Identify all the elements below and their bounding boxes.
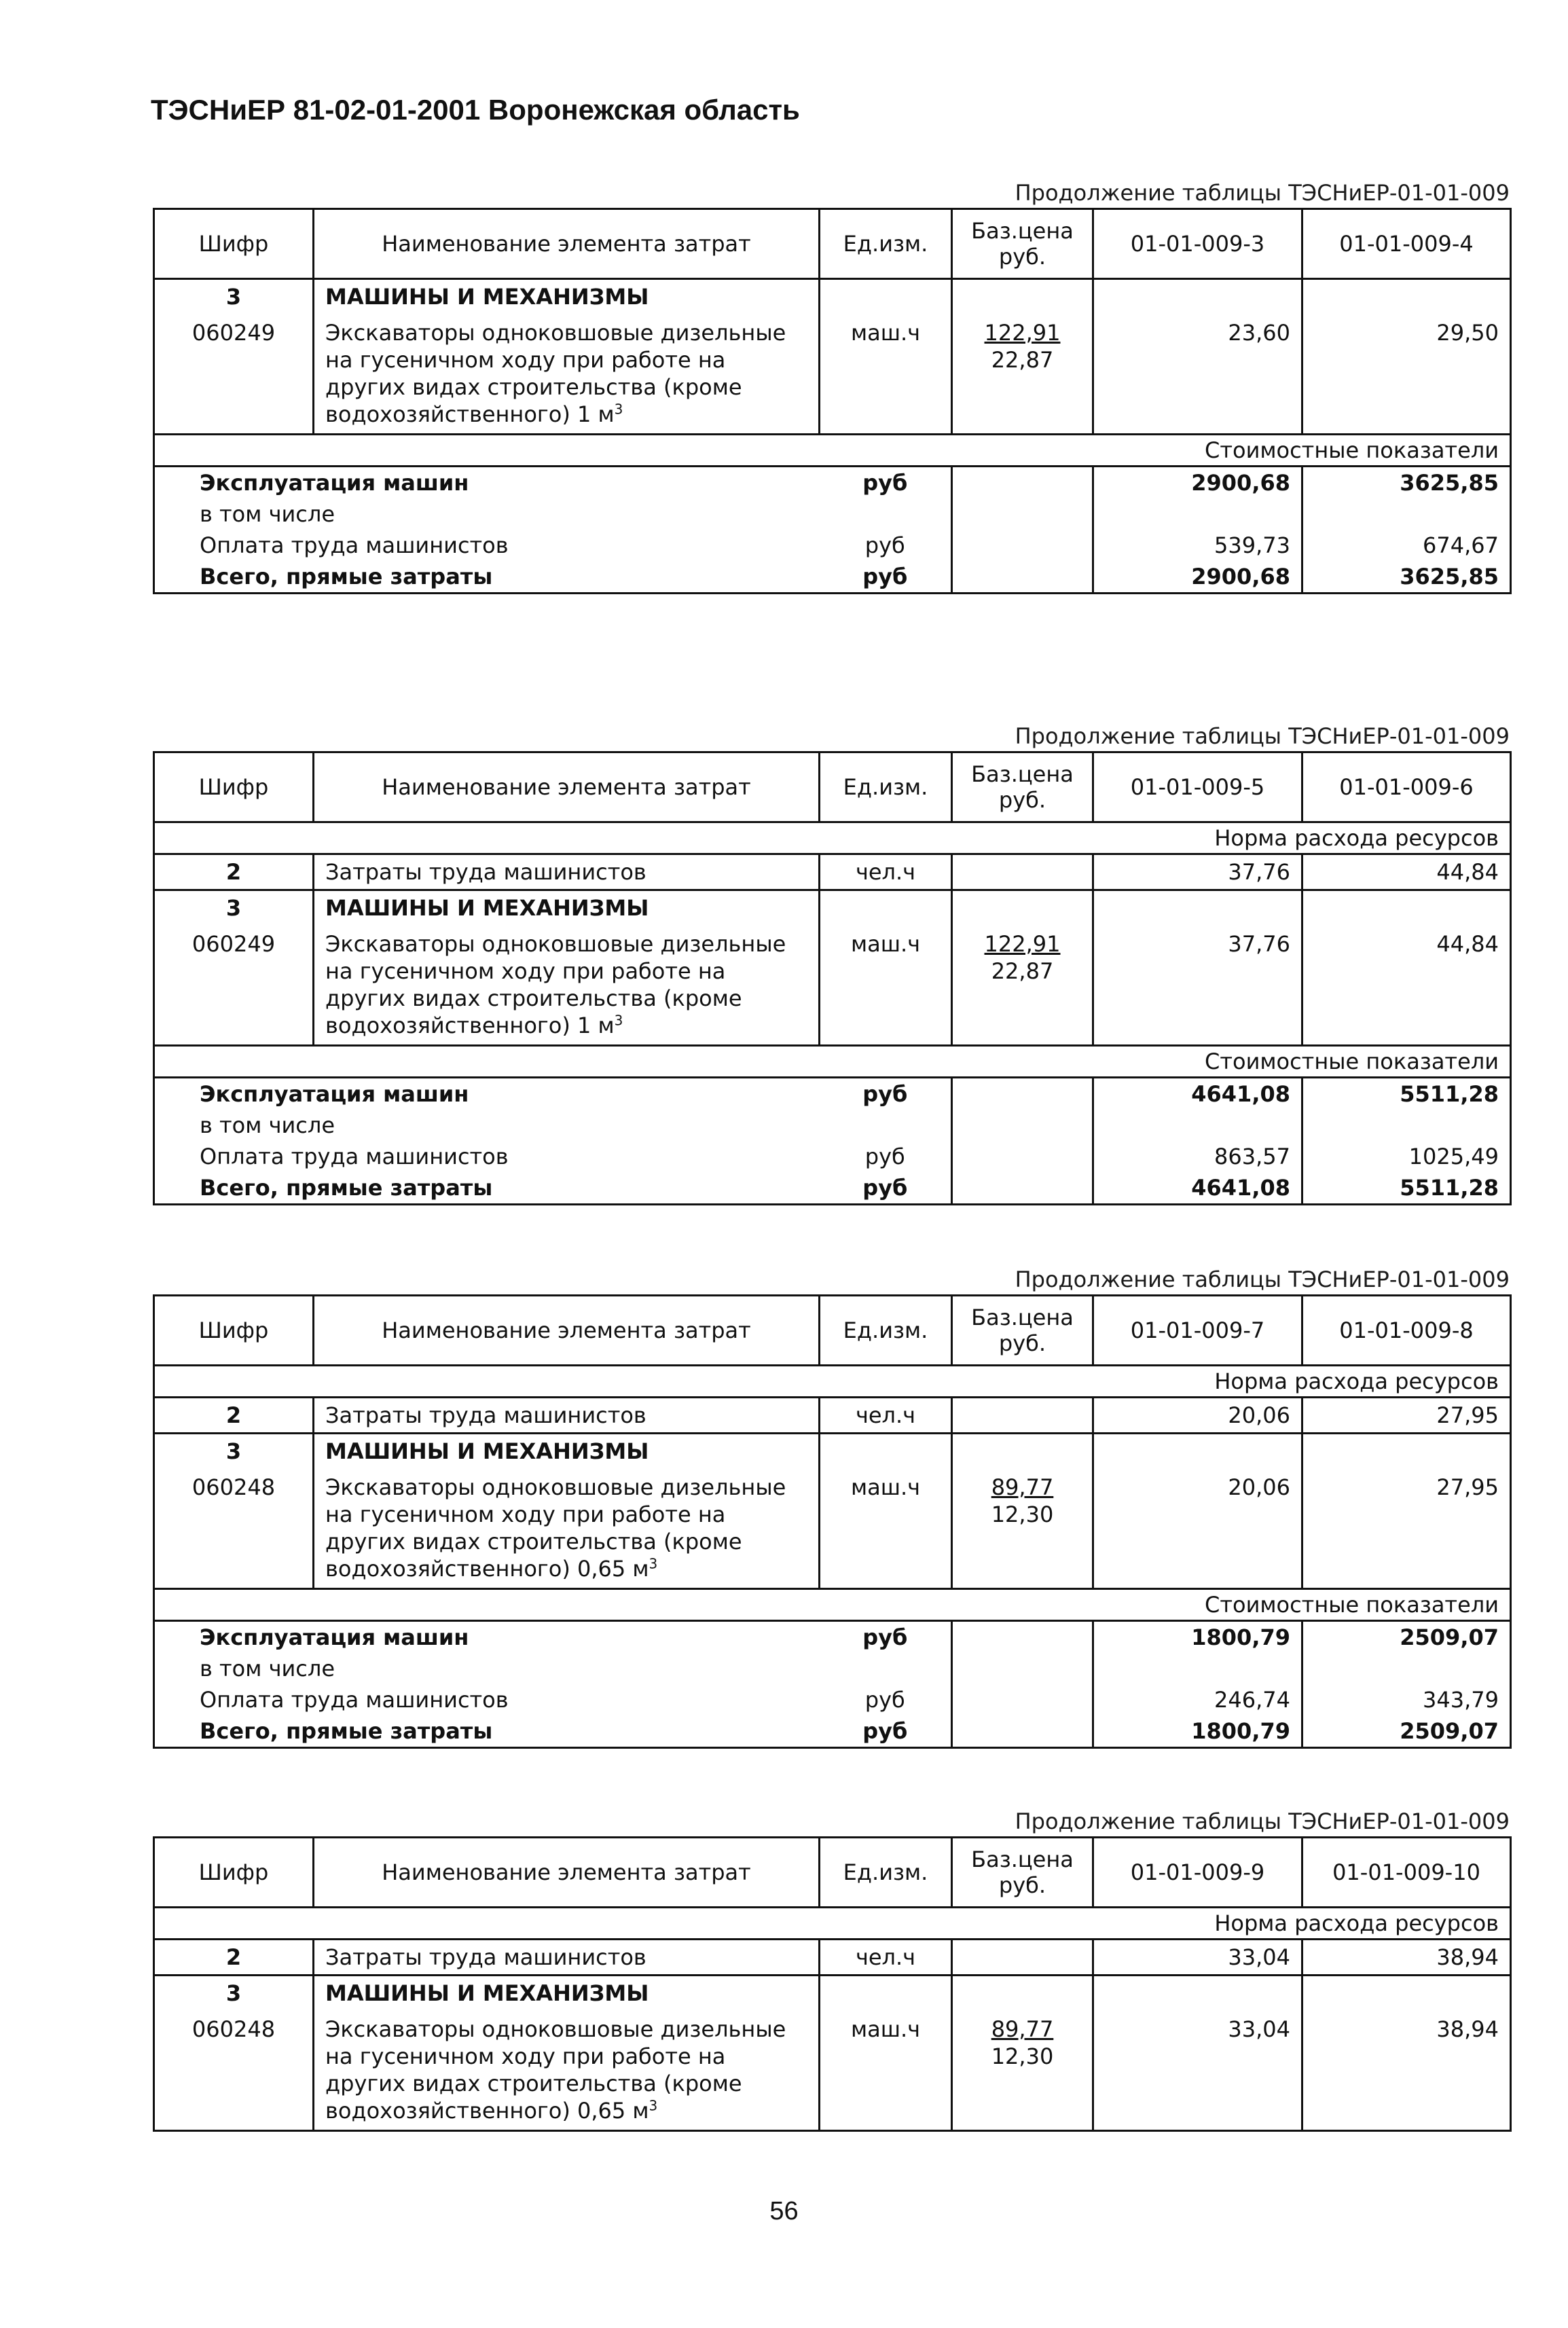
header-col-a: 01-01-009-7: [1093, 1296, 1302, 1366]
cell-c5: [1093, 1434, 1302, 1469]
labor-row: [154, 1398, 1511, 1434]
cost-unit: руб: [820, 561, 952, 594]
cost-unit: руб: [820, 1684, 952, 1715]
header-col-a: 01-01-009-3: [1093, 209, 1302, 279]
header-code: Шифр: [154, 1296, 314, 1366]
cell-c1: 3: [154, 279, 314, 314]
cost-val-a: 246,74: [1093, 1684, 1302, 1715]
cost-val-a: 2900,68: [1093, 467, 1302, 499]
header-col-b: 01-01-009-8: [1302, 1296, 1511, 1366]
header-col-a: 01-01-009-9: [1093, 1838, 1302, 1908]
cost-base-price: [952, 530, 1093, 561]
cost-row: [154, 1172, 1511, 1205]
machine-price-bottom: 12,30: [991, 1502, 1054, 1527]
cost-unit: [820, 1653, 952, 1684]
cell-c3: [820, 1434, 952, 1469]
cost-section-title: Стоимостные показатели: [154, 435, 1511, 467]
header-base-price-line1: Баз.цена: [971, 761, 1074, 787]
cell-c3: [820, 890, 952, 926]
header-name: Наименование элемента затрат: [314, 209, 820, 279]
cost-label: Оплата труда машинистов: [200, 1144, 509, 1169]
cost-label: Всего, прямые затраты: [154, 1172, 820, 1205]
cell-c5: 33,04: [1093, 1940, 1302, 1976]
cost-unit: руб: [820, 530, 952, 561]
cost-row: [154, 1653, 1511, 1684]
machine-price: [952, 314, 1093, 435]
machine-price: [952, 2010, 1093, 2131]
cell-c3: [820, 279, 952, 314]
table-caption: Продолжение таблицы ТЭСНиЕР-01-01-009: [1015, 180, 1510, 206]
cell-c5: 20,06: [1093, 1398, 1302, 1434]
machine-name-sup: 3: [649, 1555, 658, 1572]
cell-c1: 3: [154, 1434, 314, 1469]
header-base-price: [952, 1838, 1093, 1908]
table-caption: Продолжение таблицы ТЭСНиЕР-01-01-009: [1015, 1808, 1510, 1834]
cost-base-price: [952, 498, 1093, 530]
cost-row: [154, 1078, 1511, 1110]
cell-c5: [1093, 890, 1302, 926]
header-col-b: 01-01-009-6: [1302, 752, 1511, 822]
table-caption: Продолжение таблицы ТЭСНиЕР-01-01-009: [1015, 723, 1510, 749]
cell-c1: 2: [154, 1398, 314, 1434]
cost-val-a: [1093, 1653, 1302, 1684]
header-code: Шифр: [154, 752, 314, 822]
cell-c4: [952, 279, 1093, 314]
machine-price-top: 122,91: [984, 931, 1061, 957]
cell-c1: 3: [154, 1976, 314, 2011]
cost-base-price: [952, 1621, 1093, 1654]
norm-section-title: Норма расхода ресурсов: [154, 1366, 1511, 1398]
cell-c5: [1093, 1976, 1302, 2011]
machine-name-sup: 3: [614, 401, 623, 418]
cost-unit: руб: [820, 467, 952, 499]
header-base-price-line1: Баз.цена: [971, 1305, 1074, 1330]
cost-unit: руб: [820, 1715, 952, 1748]
machine-code: 060249: [154, 314, 314, 435]
cell-c5: [1093, 279, 1302, 314]
machine-val-a: 37,76: [1093, 925, 1302, 1046]
cell-c6: 38,94: [1302, 1940, 1511, 1976]
section-row: [154, 1976, 1511, 2011]
header-base-price: [952, 1296, 1093, 1366]
machine-price: [952, 925, 1093, 1046]
cell-c1: 2: [154, 1940, 314, 1976]
cost-row: [154, 561, 1511, 594]
cost-val-a: [1093, 498, 1302, 530]
machine-name-text: Экскаваторы одноковшовые дизельные на гусеничном ходу при работе на других видах строительства (кроме водохозяйственного) 0,65 м: [325, 1474, 786, 1582]
cost-row: [154, 1684, 1511, 1715]
table-header: [154, 209, 1511, 279]
header-col-b: 01-01-009-10: [1302, 1838, 1511, 1908]
norm-section-title: Норма расхода ресурсов: [154, 822, 1511, 854]
header-base-price-line2: руб.: [998, 1872, 1046, 1898]
header-base-price-line2: руб.: [998, 1330, 1046, 1356]
cost-base-price: [952, 1715, 1093, 1748]
machine-row: [154, 314, 1511, 435]
machine-unit: маш.ч: [820, 314, 952, 435]
cost-row: [154, 467, 1511, 499]
cell-c2: Затраты труда машинистов: [314, 1940, 820, 1976]
cell-c6: 27,95: [1302, 1398, 1511, 1434]
cell-c3: чел.ч: [820, 854, 952, 890]
header-col-a: 01-01-009-5: [1093, 752, 1302, 822]
cost-val-b: 1025,49: [1408, 1144, 1499, 1169]
cost-val-b: 5511,28: [1400, 1081, 1499, 1107]
norm-block: [153, 178, 1510, 594]
table-header: [154, 752, 1511, 822]
cost-unit: руб: [820, 1621, 952, 1654]
header-name: Наименование элемента затрат: [314, 1838, 820, 1908]
cell-c4: [952, 1398, 1093, 1434]
cell-c3: чел.ч: [820, 1398, 952, 1434]
cell-c2: МАШИНЫ И МЕХАНИЗМЫ: [314, 1434, 820, 1469]
machine-val-b: 44,84: [1436, 931, 1499, 957]
table-header: [154, 1296, 1511, 1366]
cost-label: Всего, прямые затраты: [154, 1715, 820, 1748]
machine-name: [314, 925, 820, 1046]
machine-code: 060248: [154, 2010, 314, 2131]
machine-price-bottom: 22,87: [991, 347, 1054, 373]
machine-val-b: 27,95: [1436, 1474, 1499, 1500]
header-base-price-line2: руб.: [998, 244, 1046, 270]
labor-row: [154, 854, 1511, 890]
norm-section-title: Норма расхода ресурсов: [154, 1908, 1511, 1940]
labor-row: [154, 1940, 1511, 1976]
document-title: ТЭСНиЕР 81-02-01-2001 Воронежская область: [151, 94, 800, 126]
machine-price-bottom: 22,87: [991, 958, 1054, 984]
header-unit: Ед.изм.: [820, 209, 952, 279]
machine-val-a: 23,60: [1093, 314, 1302, 435]
machine-price-top: 89,77: [991, 1474, 1054, 1500]
cost-row: [154, 1715, 1511, 1748]
header-unit: Ед.изм.: [820, 752, 952, 822]
cost-base-price: [952, 1141, 1093, 1172]
norm-table: [153, 1294, 1512, 1749]
norm-table: [153, 1836, 1512, 2132]
cost-section-title: Стоимостные показатели: [154, 1589, 1511, 1621]
machine-unit: маш.ч: [820, 925, 952, 1046]
header-code: Шифр: [154, 209, 314, 279]
cell-c6: [1302, 890, 1511, 926]
machine-name-text: Экскаваторы одноковшовые дизельные на гусеничном ходу при работе на других видах строительства (кроме водохозяйственного) 0,65 м: [325, 2016, 786, 2124]
cell-c4: [952, 890, 1093, 926]
page-number: 56: [769, 2197, 799, 2225]
machine-price-top: 89,77: [991, 2016, 1054, 2042]
cell-c2: МАШИНЫ И МЕХАНИЗМЫ: [314, 279, 820, 314]
cost-label: Оплата труда машинистов: [200, 532, 509, 558]
machine-name: [314, 314, 820, 435]
cost-base-price: [952, 1653, 1093, 1684]
cost-val-b: 3625,85: [1302, 561, 1511, 594]
norm-section-row: [154, 1366, 1511, 1398]
machine-val-b: 29,50: [1436, 320, 1499, 346]
cost-val-a: 863,57: [1093, 1141, 1302, 1172]
cost-base-price: [952, 1172, 1093, 1205]
machine-name-text: Экскаваторы одноковшовые дизельные на гусеничном ходу при работе на других видах строительства (кроме водохозяйственного) 1 м: [325, 931, 786, 1038]
machine-val-a: 33,04: [1093, 2010, 1302, 2131]
cost-label: в том числе: [200, 1656, 335, 1681]
header-unit: Ед.изм.: [820, 1296, 952, 1366]
cell-c1: 3: [154, 890, 314, 926]
cost-unit: [820, 1110, 952, 1141]
cost-row: [154, 530, 1511, 561]
norm-block: [153, 1806, 1510, 2132]
cell-c6: [1302, 1976, 1511, 2011]
header-unit: Ед.изм.: [820, 1838, 952, 1908]
header-base-price-line1: Баз.цена: [971, 1847, 1074, 1872]
cell-c6: [1302, 1434, 1511, 1469]
cost-val-a: 4641,08: [1093, 1078, 1302, 1110]
machine-name: [314, 1468, 820, 1589]
cell-c2: Затраты труда машинистов: [314, 854, 820, 890]
cost-base-price: [952, 1078, 1093, 1110]
cell-c3: чел.ч: [820, 1940, 952, 1976]
cost-val-a: 4641,08: [1093, 1172, 1302, 1205]
cell-c4: [952, 1434, 1093, 1469]
machine-val-a: 20,06: [1093, 1468, 1302, 1589]
norm-table: [153, 208, 1512, 594]
table-caption: Продолжение таблицы ТЭСНиЕР-01-01-009: [1015, 1267, 1510, 1292]
machine-name-sup: 3: [649, 2097, 658, 2114]
cost-row: [154, 1141, 1511, 1172]
cell-c3: [820, 1976, 952, 2011]
machine-code: 060249: [154, 925, 314, 1046]
header-base-price: [952, 209, 1093, 279]
cell-c2: МАШИНЫ И МЕХАНИЗМЫ: [314, 890, 820, 926]
cost-section-row: [154, 1589, 1511, 1621]
cost-unit: руб: [820, 1172, 952, 1205]
cost-base-price: [952, 467, 1093, 499]
section-row: [154, 279, 1511, 314]
cell-c5: 37,76: [1093, 854, 1302, 890]
cost-val-a: 539,73: [1093, 530, 1302, 561]
cost-val-a: 2900,68: [1093, 561, 1302, 594]
cost-section-row: [154, 435, 1511, 467]
machine-unit: маш.ч: [820, 1468, 952, 1589]
cell-c2: Затраты труда машинистов: [314, 1398, 820, 1434]
cost-val-b: 2509,07: [1302, 1715, 1511, 1748]
cost-label: Всего, прямые затраты: [154, 561, 820, 594]
machine-row: [154, 2010, 1511, 2131]
section-row: [154, 890, 1511, 926]
cost-val-b: 3625,85: [1400, 470, 1499, 496]
cost-unit: [820, 498, 952, 530]
cost-label: Оплата труда машинистов: [200, 1687, 509, 1713]
cost-val-b: 343,79: [1423, 1687, 1499, 1713]
header-col-b: 01-01-009-4: [1302, 209, 1511, 279]
norm-section-row: [154, 1908, 1511, 1940]
cost-val-a: 1800,79: [1093, 1715, 1302, 1748]
cost-val-b: [1302, 1110, 1511, 1141]
norm-table: [153, 751, 1512, 1205]
cost-val-a: 1800,79: [1093, 1621, 1302, 1654]
cell-c1: 2: [154, 854, 314, 890]
cost-label: Эксплуатация машин: [200, 1624, 469, 1650]
machine-val-b: 38,94: [1436, 2016, 1499, 2042]
cost-row: [154, 1110, 1511, 1141]
machine-name-text: Экскаваторы одноковшовые дизельные на гусеничном ходу при работе на других видах строительства (кроме водохозяйственного) 1 м: [325, 320, 786, 427]
cost-section-title: Стоимостные показатели: [154, 1046, 1511, 1078]
cost-val-b: [1302, 498, 1511, 530]
header-name: Наименование элемента затрат: [314, 752, 820, 822]
cost-base-price: [952, 1684, 1093, 1715]
cost-label: Эксплуатация машин: [200, 1081, 469, 1107]
cost-base-price: [952, 561, 1093, 594]
cost-label: в том числе: [200, 501, 335, 527]
machine-name-sup: 3: [614, 1012, 623, 1029]
machine-price: [952, 1468, 1093, 1589]
header-base-price: [952, 752, 1093, 822]
cost-base-price: [952, 1110, 1093, 1141]
cost-row: [154, 498, 1511, 530]
machine-row: [154, 925, 1511, 1046]
cell-c4: [952, 854, 1093, 890]
cost-unit: руб: [820, 1078, 952, 1110]
section-row: [154, 1434, 1511, 1469]
machine-price-bottom: 12,30: [991, 2043, 1054, 2069]
cell-c4: [952, 1976, 1093, 2011]
cost-unit: руб: [820, 1141, 952, 1172]
machine-name: [314, 2010, 820, 2131]
cell-c4: [952, 1940, 1093, 1976]
cost-row: [154, 1621, 1511, 1654]
norm-section-row: [154, 822, 1511, 854]
cell-c2: МАШИНЫ И МЕХАНИЗМЫ: [314, 1976, 820, 2011]
machine-row: [154, 1468, 1511, 1589]
norm-block: [153, 721, 1510, 1205]
cost-val-b: [1302, 1653, 1511, 1684]
cost-val-b: 674,67: [1423, 532, 1499, 558]
cost-label: Эксплуатация машин: [200, 470, 469, 496]
machine-unit: маш.ч: [820, 2010, 952, 2131]
header-base-price-line2: руб.: [998, 787, 1046, 813]
table-header: [154, 1838, 1511, 1908]
cost-val-b: 2509,07: [1400, 1624, 1499, 1650]
header-base-price-line1: Баз.цена: [971, 218, 1074, 244]
header-code: Шифр: [154, 1838, 314, 1908]
cost-label: в том числе: [200, 1112, 335, 1138]
cell-c6: 44,84: [1302, 854, 1511, 890]
machine-code: 060248: [154, 1468, 314, 1589]
cost-section-row: [154, 1046, 1511, 1078]
header-name: Наименование элемента затрат: [314, 1296, 820, 1366]
machine-price-top: 122,91: [984, 320, 1061, 346]
cost-val-a: [1093, 1110, 1302, 1141]
cost-val-b: 5511,28: [1302, 1172, 1511, 1205]
norm-block: [153, 1265, 1510, 1749]
cell-c6: [1302, 279, 1511, 314]
